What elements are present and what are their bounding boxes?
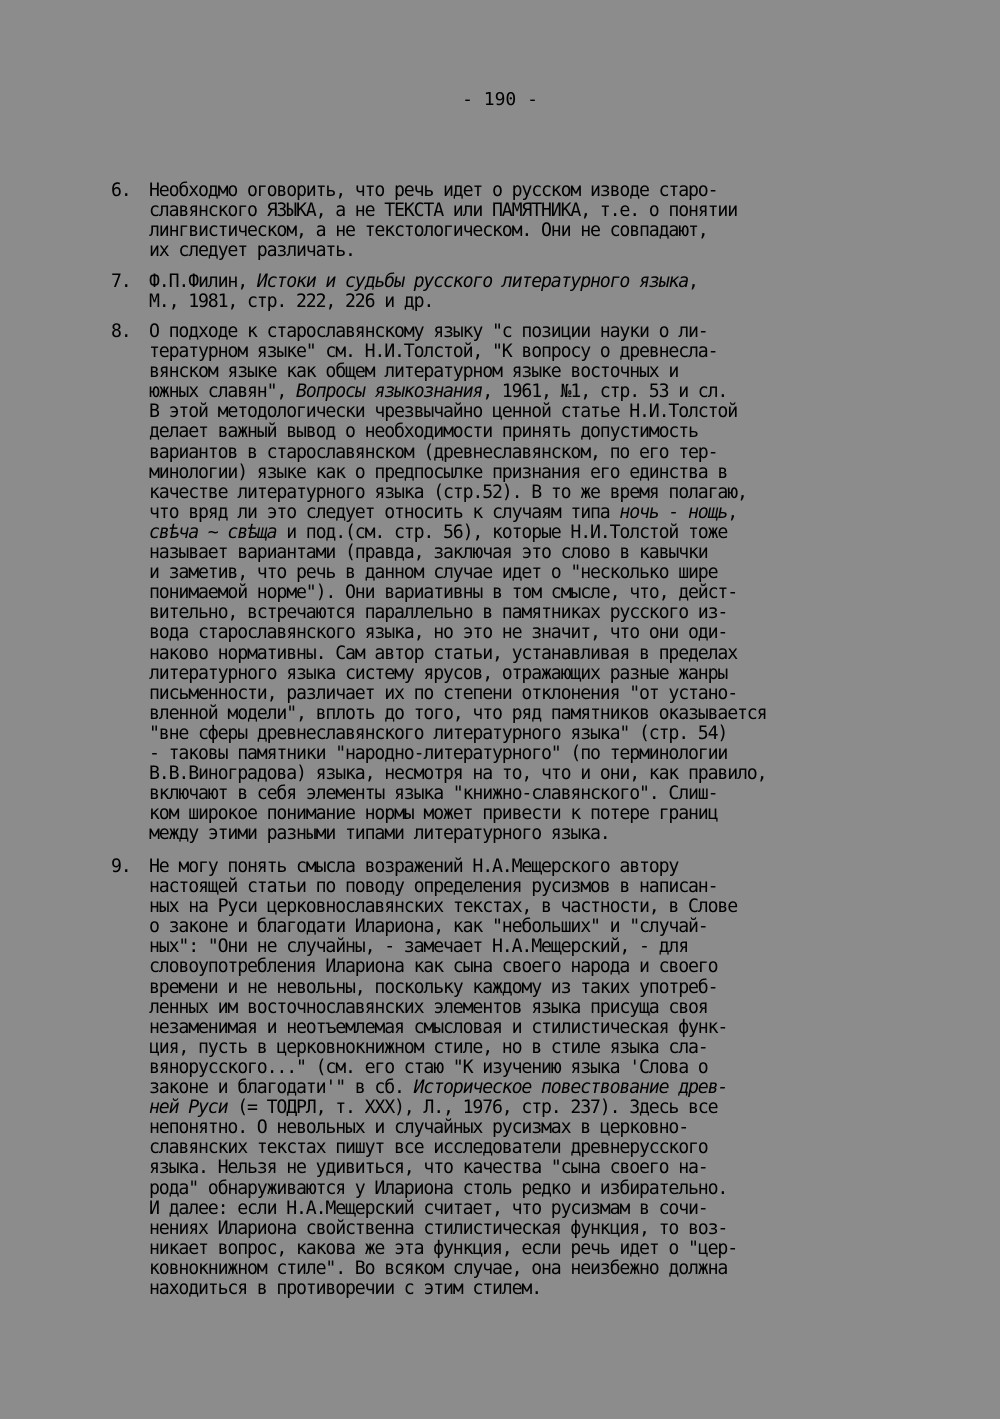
text-segment: времени и не невольны, поскольку каждому из таких употреб- [149,976,718,998]
text-segment: литературного языка систему ярусов, отражающих разные жанры [149,662,728,684]
text-segment: - таковы памятники "народно-литературного" (по терминологии [149,742,728,764]
footnote-number: 6. [111,180,131,201]
text-line [149,857,911,877]
text-line [149,824,911,844]
text-segment: языка. Нельзя не удивиться, что качества "сына своего на- [149,1157,708,1179]
italic-title: ней Руси [149,1097,228,1119]
page-number: - 190 - [462,89,538,110]
italic-title: Историческое повествование древ- [413,1077,728,1099]
text-segment: находиться в противоречии с этим стилем. [149,1277,541,1299]
text-line [149,1138,911,1158]
text-segment: ных на Руси церковнославянских текстах, в частности, в Слове [149,896,737,918]
text-line [149,1058,911,1078]
text-segment: южных славян", [149,381,296,403]
text-line [149,623,911,643]
text-line [149,201,911,221]
text-segment: Ф.П.Филин, [149,271,257,292]
text-segment: В.В.Виноградова) языка, несмотря на то, что и они, как правило, [149,763,767,785]
italic-title: ночь - нощь [619,501,728,523]
text-line [149,402,911,422]
text-segment: включают в себя элементы языка "книжно-славянского". Слиш- [149,783,718,805]
text-segment: и под.(см. стр. 56), которые Н.И.Толстой тоже [276,521,728,543]
text-segment: нениях Илариона свойственна стилистическая функция, то воз- [149,1217,728,1239]
text-line [149,1158,911,1178]
text-segment: "вне сферы древнеславянского литературного языка" (стр. 54) [149,722,728,744]
text-line [149,272,911,292]
text-segment: и заметив, что речь в данном случае идет о "несколько шире [149,562,718,584]
text-line [149,1038,911,1058]
text-segment: вянорусского..." (см. его стаю "К изучению языка 'Слова о [149,1056,708,1078]
footnote-text [149,322,911,844]
text-line [149,463,911,483]
text-line [149,1219,911,1239]
text-segment: ленных им восточнославянских элементов языка присуща своя [149,996,708,1018]
text-segment: , [688,271,698,292]
text-line [149,998,911,1018]
text-segment: их следует различать. [149,240,355,262]
text-line [149,443,911,463]
text-line [149,221,911,241]
text-segment: , [727,501,738,523]
italic-title: свѣча ~ свѣща [149,521,277,543]
text-line [149,583,911,603]
text-line [149,724,911,744]
text-segment: понимаемой норме"). Они вариативны в том смысле, что, дейст- [149,582,737,604]
text-segment: делает важный вывод о необходимости принять допустимость [149,421,698,443]
text-line [149,563,911,583]
text-line [149,784,911,804]
footnote-text [149,181,911,261]
text-segment: лингвистическом, а не текстологическом. Они не совпадают, [149,220,708,242]
footnote-number: 7. [111,271,131,292]
text-segment: законе и благодати'" в сб. [149,1077,414,1099]
footnote-number: 8. [111,321,131,342]
text-line [149,1239,911,1259]
text-segment: о законе и благодати Илариона, как "небольших" и "случай- [149,916,708,938]
text-line [149,764,911,784]
text-segment: словоупотребления Илариона как сына своего народа и своего [149,956,718,978]
text-segment: что вряд ли это следует относить к случаям типа [149,501,620,523]
text-line [149,1279,911,1299]
text-segment: рода" обнаруживаются у Илариона столь редко и избирательно. [149,1177,728,1199]
text-segment: качестве литературного языка (стр.52). В то же время полагаю, [149,481,747,503]
footnote-7 [111,272,911,312]
text-line [149,1199,911,1219]
text-line [149,917,911,937]
footnote-number: 9. [111,856,131,877]
italic-title: Вопросы языкознания [296,381,483,403]
text-line [149,181,911,201]
text-segment: , 1961, №1, стр. 53 и сл. [482,381,728,403]
text-segment: тературном языке" см. Н.И.Толстой, "К вопросу о древнесла- [149,341,718,363]
text-line [149,342,911,362]
text-segment: славянского ЯЗЫКА, а не ТЕКСТА или ПАМЯТНИКА, т.е. о понятии [149,200,737,222]
text-segment: вительно, встречаются параллельно в памятниках русского из- [149,602,728,624]
text-line [149,897,911,917]
text-segment: никает вопрос, какова же эта функция, если речь идет о "цер- [149,1237,737,1259]
text-segment: вянском языке как общем литературном языке восточных и [149,361,679,383]
footnote-9 [111,857,911,1299]
text-line [149,362,911,382]
text-line [149,1098,911,1118]
text-line [149,503,911,523]
text-line [149,1118,911,1138]
text-segment: между этими разными типами литературного языка. [149,823,610,845]
text-segment: М., 1981, стр. 222, 226 и др. [149,291,434,313]
text-segment: ковнокнижном стиле". Во всяком случае, она неизбежно должна [149,1257,728,1279]
text-segment: ных": "Они не случайны, - замечает Н.А.Мещерский, - для [149,936,688,958]
text-line [149,543,911,563]
text-line [149,483,911,503]
text-segment: письменности, различает их по степени отклонения "от устано- [149,682,737,704]
text-line [149,744,911,764]
footnote-text [149,272,911,312]
text-line [149,523,911,543]
text-segment: В этой методологически чрезвычайно ценной статье Н.И.Толстой [149,401,737,423]
text-segment: (= ТОДРЛ, т. XXX), Л., 1976, стр. 237). Здесь все [227,1097,718,1119]
text-line [149,322,911,342]
text-segment: О подходе к старославянскому языку "с позиции науки о ли- [149,321,708,342]
text-segment: И далее: если Н.А.Мещерский считает, что русизмам в сочи- [149,1197,708,1219]
text-line [149,422,911,442]
text-line [149,1078,911,1098]
text-line [149,241,911,261]
text-line [149,1259,911,1279]
text-line [149,382,911,402]
text-line [149,804,911,824]
text-line [149,1179,911,1199]
text-segment: ком широкое понимание нормы может привести к потере границ [149,803,718,825]
text-line [149,684,911,704]
text-segment: Не могу понять смысла возражений Н.А.Мещерского автору [149,856,679,877]
text-segment: наково нормативны. Сам автор статьи, устанавливая в пределах [149,642,737,664]
text-segment: настоящей статьи по поводу определения русизмов в написан- [149,876,718,898]
text-line [149,1018,911,1038]
text-segment: непонятно. О невольных и случайных русизмах в церковно- [149,1117,688,1139]
text-segment: незаменимая и неотъемлемая смысловая и стилистическая функ- [149,1016,728,1038]
text-line [149,978,911,998]
text-line [149,957,911,977]
footnote-6 [111,181,911,261]
text-segment: Необходмо оговорить, что речь идет о русском изводе старо- [149,180,718,201]
text-segment: вариантов в старославянском (древнеславянском, по его тер- [149,441,718,463]
text-segment: ция, пусть в церковнокнижном стиле, но в стиле языка сла- [149,1036,708,1058]
text-segment: славянских текстах пишут все исследователи древнерусского [149,1137,708,1159]
text-line [149,292,911,312]
footnote-text [149,857,911,1299]
text-line [149,603,911,623]
text-segment: вода старославянского языка, но это не значит, что они оди- [149,622,728,644]
text-line [149,704,911,724]
text-line [149,664,911,684]
text-segment: вленной модели", вплоть до того, что ряд памятников оказывается [149,702,767,724]
footnote-8 [111,322,911,844]
text-segment: называет вариантами (правда, заключая это слово в кавычки [149,542,708,564]
text-line [149,644,911,664]
text-line [149,937,911,957]
italic-title: Истоки и судьбы русского литературного языка [256,271,689,292]
text-line [149,877,911,897]
text-segment: минологии) языке как о предпосылке признания его единства в [149,461,728,483]
